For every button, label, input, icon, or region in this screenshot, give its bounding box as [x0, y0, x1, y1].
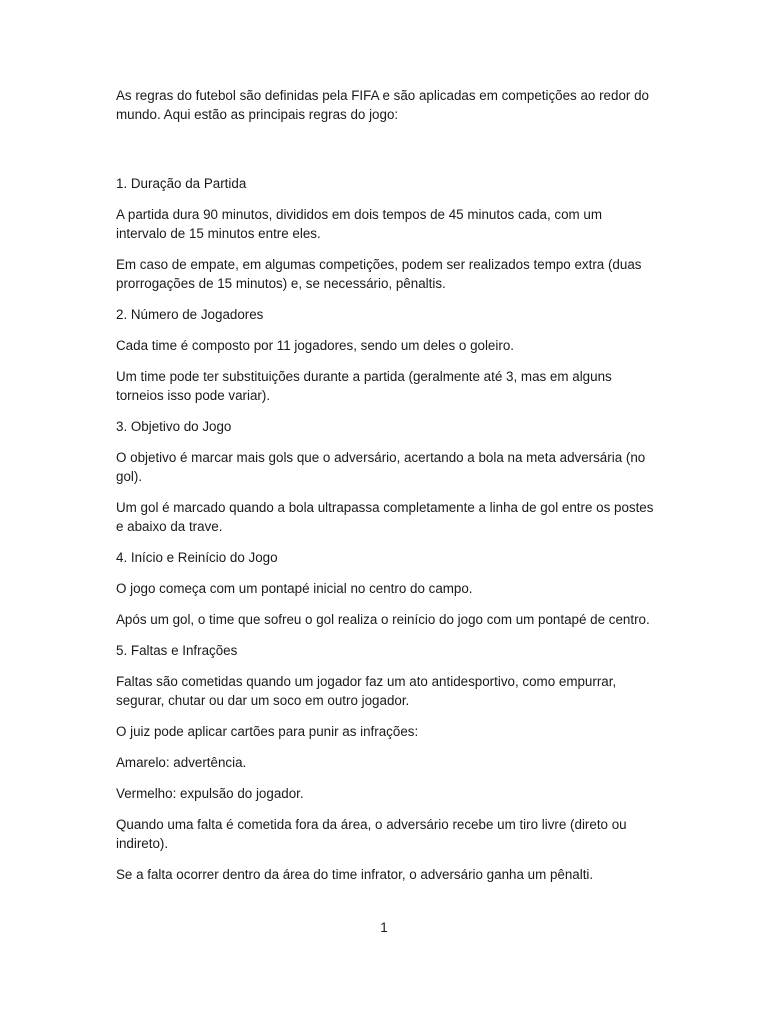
section-heading-objective: 3. Objetivo do Jogo: [116, 419, 232, 434]
section-heading-kickoff: 4. Início e Reinício do Jogo: [116, 550, 278, 565]
paragraph: O juiz pode aplicar cartões para punir as infrações:: [116, 724, 419, 739]
section-heading-duration: 1. Duração da Partida: [116, 176, 247, 191]
section-heading-players: 2. Número de Jogadores: [116, 307, 264, 322]
paragraph: Após um gol, o time que sofreu o gol realiza o reinício do jogo com um pontapé de centro.: [116, 612, 650, 627]
paragraph: O objetivo é marcar mais gols que o adversário, acertando a bola na meta adversária (no gol).: [116, 450, 646, 484]
paragraph: Um gol é marcado quando a bola ultrapassa completamente a linha de gol entre os postes e abaixo da trave.: [116, 500, 654, 534]
paragraph: Se a falta ocorrer dentro da área do time infrator, o adversário ganha um pênalti.: [116, 867, 594, 882]
paragraph: A partida dura 90 minutos, divididos em dois tempos de 45 minutos cada, com um intervalo de 15 minutos entre eles.: [116, 207, 603, 241]
paragraph: Amarelo: advertência.: [116, 755, 247, 770]
page-number: 1: [380, 920, 388, 935]
paragraph: Cada time é composto por 11 jogadores, sendo um deles o goleiro.: [116, 338, 514, 353]
paragraph: Quando uma falta é cometida fora da área, o adversário recebe um tiro livre (direto ou indireto).: [116, 817, 627, 851]
paragraph: Um time pode ter substituições durante a partida (geralmente até 3, mas em alguns torneios isso pode variar).: [116, 369, 612, 403]
section-heading-fouls: 5. Faltas e Infrações: [116, 643, 238, 658]
paragraph: Faltas são cometidas quando um jogador faz um ato antidesportivo, como empurrar, segurar, chutar ou dar um soco em outro jogador.: [116, 674, 617, 708]
paragraph: Em caso de empate, em algumas competições, podem ser realizados tempo extra (duas prorrogações de 15 minutos) e, se necessário, pênaltis.: [116, 257, 642, 291]
paragraph: O jogo começa com um pontapé inicial no centro do campo.: [116, 581, 473, 596]
paragraph: Vermelho: expulsão do jogador.: [116, 786, 304, 801]
document-body: [116, 86, 656, 896]
intro-paragraph: As regras do futebol são definidas pela FIFA e são aplicadas em competições ao redor do mundo. Aqui estão as principais regras do jogo:: [116, 88, 649, 122]
